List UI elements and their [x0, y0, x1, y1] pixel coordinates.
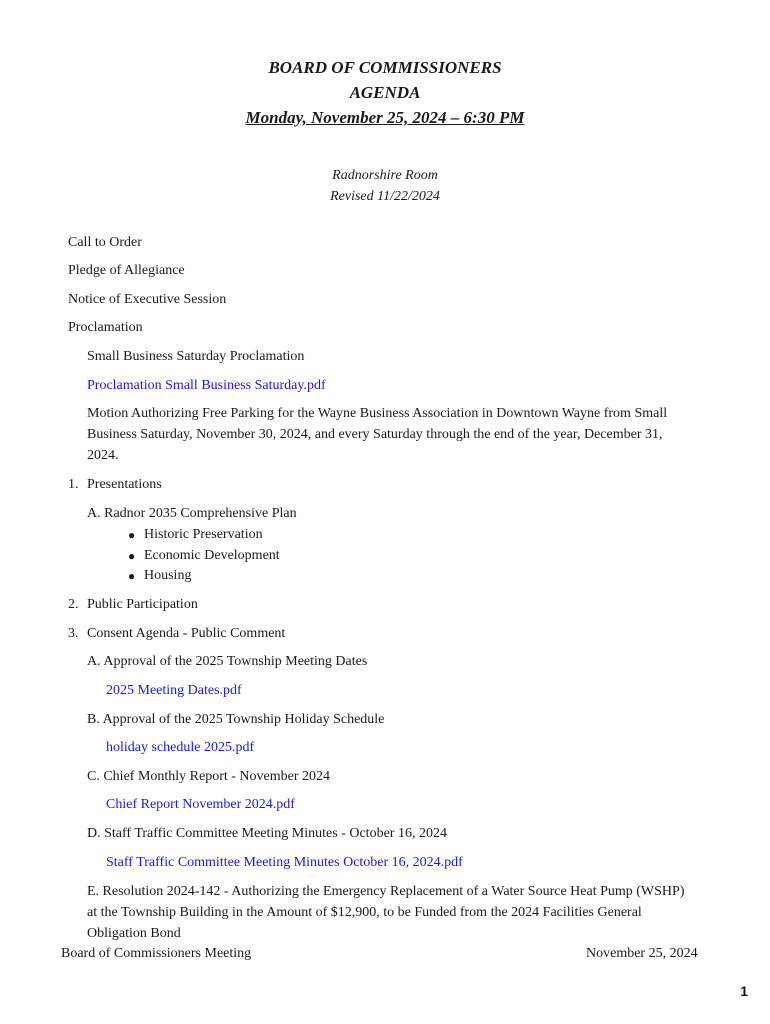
item-executive-session: Notice of Executive Session: [68, 292, 227, 307]
revision-date: Revised 11/22/2024: [330, 189, 440, 204]
meeting-date-line: Monday, November 25, 2024 – 6:30 PM: [245, 108, 525, 127]
item-call-to-order: Call to Order: [68, 235, 142, 250]
consent-item-d: D. Staff Traffic Committee Meeting Minutes - October 16, 2024: [87, 826, 447, 841]
section-label: Public Participation: [87, 597, 198, 612]
consent-item-b: B. Approval of the 2025 Township Holiday Schedule: [87, 712, 385, 727]
bullet-icon: ●: [128, 569, 136, 583]
footer-right: November 25, 2024: [586, 946, 698, 961]
document-subtitle: AGENDA: [349, 83, 421, 102]
section-number: 1.: [68, 477, 79, 492]
document-title: BOARD OF COMMISSIONERS: [268, 58, 502, 77]
presentation-item-a: A. Radnor 2035 Comprehensive Plan: [87, 506, 297, 521]
bullet-item: Economic Development: [144, 548, 280, 563]
item-proclamation: Proclamation: [68, 320, 143, 335]
page-number: 1: [740, 983, 748, 999]
section-label: Presentations: [87, 477, 162, 492]
section-consent-agenda: [68, 623, 285, 644]
bullet-icon: ●: [128, 549, 136, 563]
section-number: 3.: [68, 626, 79, 641]
footer-left: Board of Commissioners Meeting: [61, 946, 252, 961]
item-pledge: Pledge of Allegiance: [68, 263, 185, 278]
consent-item-c: C. Chief Monthly Report - November 2024: [87, 769, 331, 784]
bullet-item: Housing: [144, 568, 192, 583]
bullet-item: Historic Preservation: [144, 527, 263, 542]
section-public-participation: [68, 594, 198, 615]
traffic-minutes-pdf-link[interactable]: Staff Traffic Committee Meeting Minutes October 16, 2024.pdf: [106, 855, 463, 870]
proclamation-pdf-link[interactable]: Proclamation Small Business Saturday.pdf: [87, 378, 326, 393]
section-number: 2.: [68, 597, 79, 612]
holiday-schedule-pdf-link[interactable]: holiday schedule 2025.pdf: [106, 740, 255, 755]
motion-free-parking: Motion Authorizing Free Parking for the Wayne Business Association in Downtown Wayne from Small Business Saturday, November 30, 2024, and every Saturday through the end of the year, December 31, 2024.: [87, 406, 668, 463]
bullet-icon: ●: [128, 528, 136, 542]
consent-item-a: A. Approval of the 2025 Township Meeting Dates: [87, 654, 368, 669]
section-presentations: [68, 474, 162, 495]
section-label: Consent Agenda - Public Comment: [87, 626, 286, 641]
proclamation-subitem: Small Business Saturday Proclamation: [87, 349, 305, 364]
consent-item-e: E. Resolution 2024-142 - Authorizing the Emergency Replacement of a Water Source Heat Pump (WSHP) at the Township Building in the Amount of $12,900, to be Funded from the 2024 Facilities General Obligation Bond: [87, 884, 685, 941]
meeting-room: Radnorshire Room: [332, 168, 438, 183]
chief-report-pdf-link[interactable]: Chief Report November 2024.pdf: [106, 797, 295, 812]
meeting-dates-pdf-link[interactable]: 2025 Meeting Dates.pdf: [106, 683, 242, 698]
